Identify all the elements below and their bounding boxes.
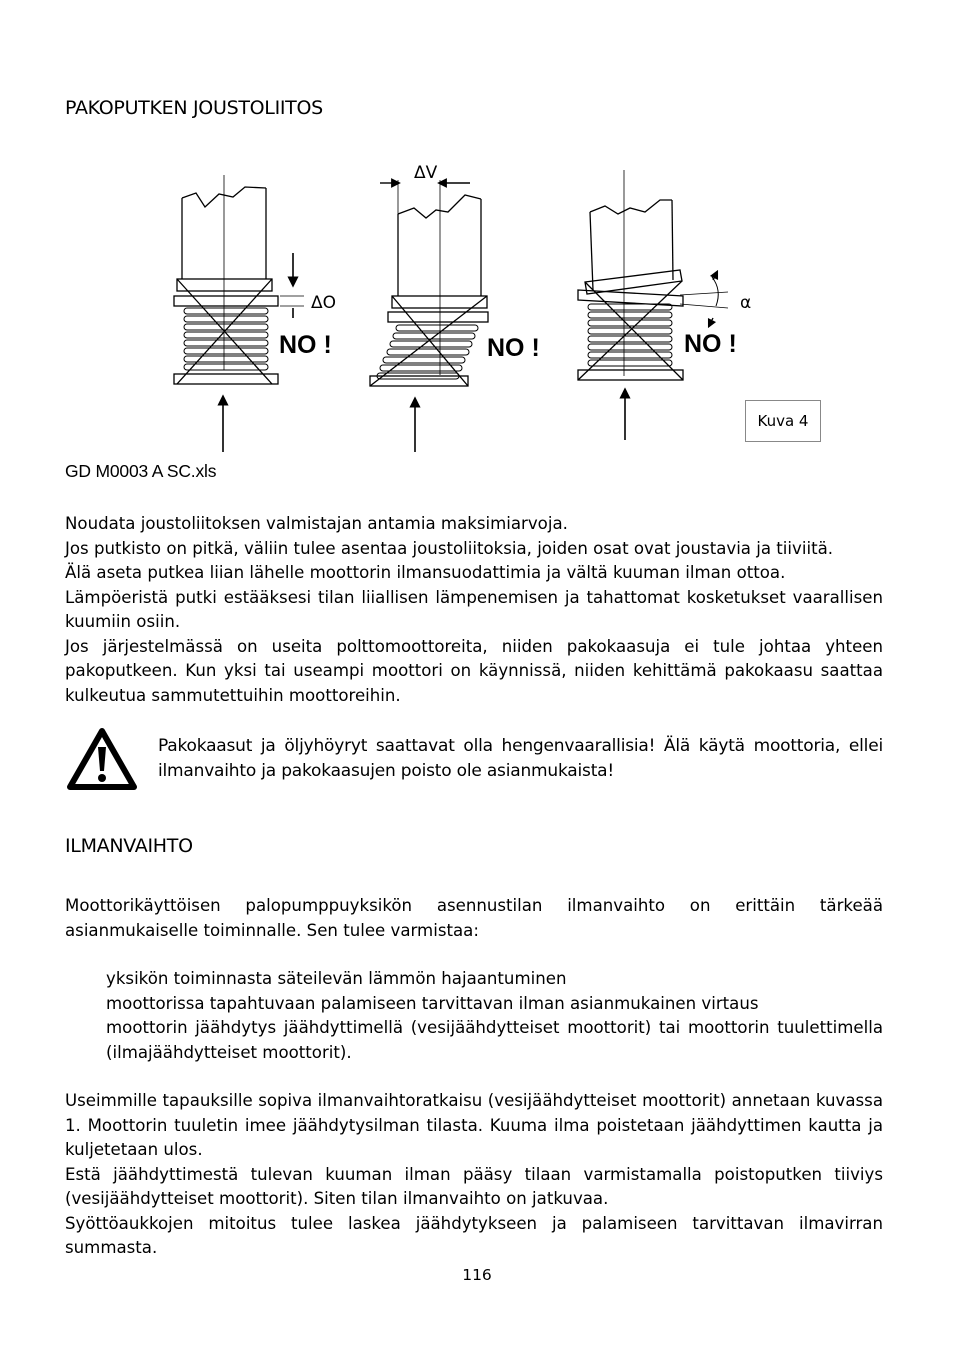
section-title-ventilation: ILMANVAIHTO bbox=[65, 835, 193, 857]
delta-o-label: ΔO bbox=[311, 293, 337, 313]
paragraph: Useimmille tapauksille sopiva ilmanvaihtoratkaisu (vesijäähdytteiset moottorit) annetaan kuvassa 1. Moottorin tuuletin imee jäähdytysilman tilasta. Kuuma ilma poistetaan jäähdyttimen kautta ja kuljetetaan ulos. bbox=[65, 1091, 883, 1159]
delta-v-label: ΔV bbox=[414, 163, 438, 183]
list-item: moottorissa tapahtuvaan palamiseen tarvittavan ilman asianmukainen virtaus bbox=[106, 993, 759, 1013]
joint-angle-diagram bbox=[578, 170, 728, 440]
ventilation-details bbox=[65, 1089, 883, 1261]
ventilation-intro: Moottorikäyttöisen palopumppuyksikön asennustilan ilmanvaihto on erittäin tärkeää asianmukaiselle toiminnalle. Sen tulee varmistaa: bbox=[65, 896, 883, 940]
warning-text: Pakokaasut ja öljyhöyryt saattavat olla hengenvaarallisia! Älä käytä moottoria, ellei ilmanvaihto ja pakokaasujen poisto ole asianmukaista! bbox=[158, 736, 883, 781]
exhaust-joint-figure bbox=[160, 160, 840, 460]
paragraph: Jos järjestelmässä on useita polttomoottoreita, niiden pakokaasuja ei tule johtaa yhteen pakoputkeen. Kun yksi tai useampi moottori on käynnissä, niiden kehittämä pakokaasu saattaa kulkeutua sammutettuihin moottoreihin. bbox=[65, 636, 883, 705]
figure-file-caption: GD M0003 A SC.xls bbox=[65, 461, 217, 481]
paragraph: Lämpöeristä putki estääksesi tilan liiallisen lämpenemisen ja tahattomat kosketukset vaarallisen kuumiin osiin. bbox=[65, 587, 883, 631]
paragraph: Älä aseta putkea liian lähelle moottorin ilmansuodattimia ja vältä kuuman ilman ottoa. bbox=[65, 563, 786, 582]
section-title-exhaust-joint: PAKOPUTKEN JOUSTOLIITOS bbox=[65, 97, 323, 119]
paragraph: Noudata joustoliitoksen valmistajan antamia maksimiarvoja. bbox=[65, 514, 568, 533]
figure-number-box: Kuva 4 bbox=[745, 400, 821, 442]
page-number: 116 bbox=[462, 1266, 492, 1284]
ventilation-requirements-list bbox=[106, 967, 883, 1065]
paragraph: Syöttöaukkojen mitoitus tulee laskea jäähdytykseen ja palamiseen tarvittavan ilmavirran summasta. bbox=[65, 1213, 883, 1257]
no-label-2: NO ! bbox=[487, 334, 540, 362]
joint-offset-diagram bbox=[370, 180, 488, 452]
no-label-1: NO ! bbox=[279, 331, 332, 359]
paragraph: Estä jäähdyttimestä tulevan kuuman ilman pääsy tilaan varmistamalla poistoputken tiiviys (vesijäähdytteiset moottorit). Siten tilan ilmanvaihto on jatkuvaa. bbox=[65, 1164, 883, 1208]
warning-triangle-icon bbox=[66, 727, 138, 791]
list-item: moottorin jäähdytys jäähdyttimellä (vesijäähdytteiset moottorit) tai moottorin tuulettimella (ilmajäähdytteiset moottorit). bbox=[106, 1018, 883, 1062]
no-label-3: NO ! bbox=[684, 330, 737, 358]
paragraph: Jos putkisto on pitkä, väliin tulee asentaa joustoliitoksia, joiden osat ovat joustavia ja tiiviitä. bbox=[65, 538, 834, 558]
exhaust-instructions bbox=[65, 512, 883, 708]
joint-compression-diagram bbox=[174, 175, 304, 452]
list-item: yksikön toiminnasta säteilevän lämmön hajaantuminen bbox=[106, 969, 567, 988]
alpha-label: α bbox=[740, 293, 752, 313]
